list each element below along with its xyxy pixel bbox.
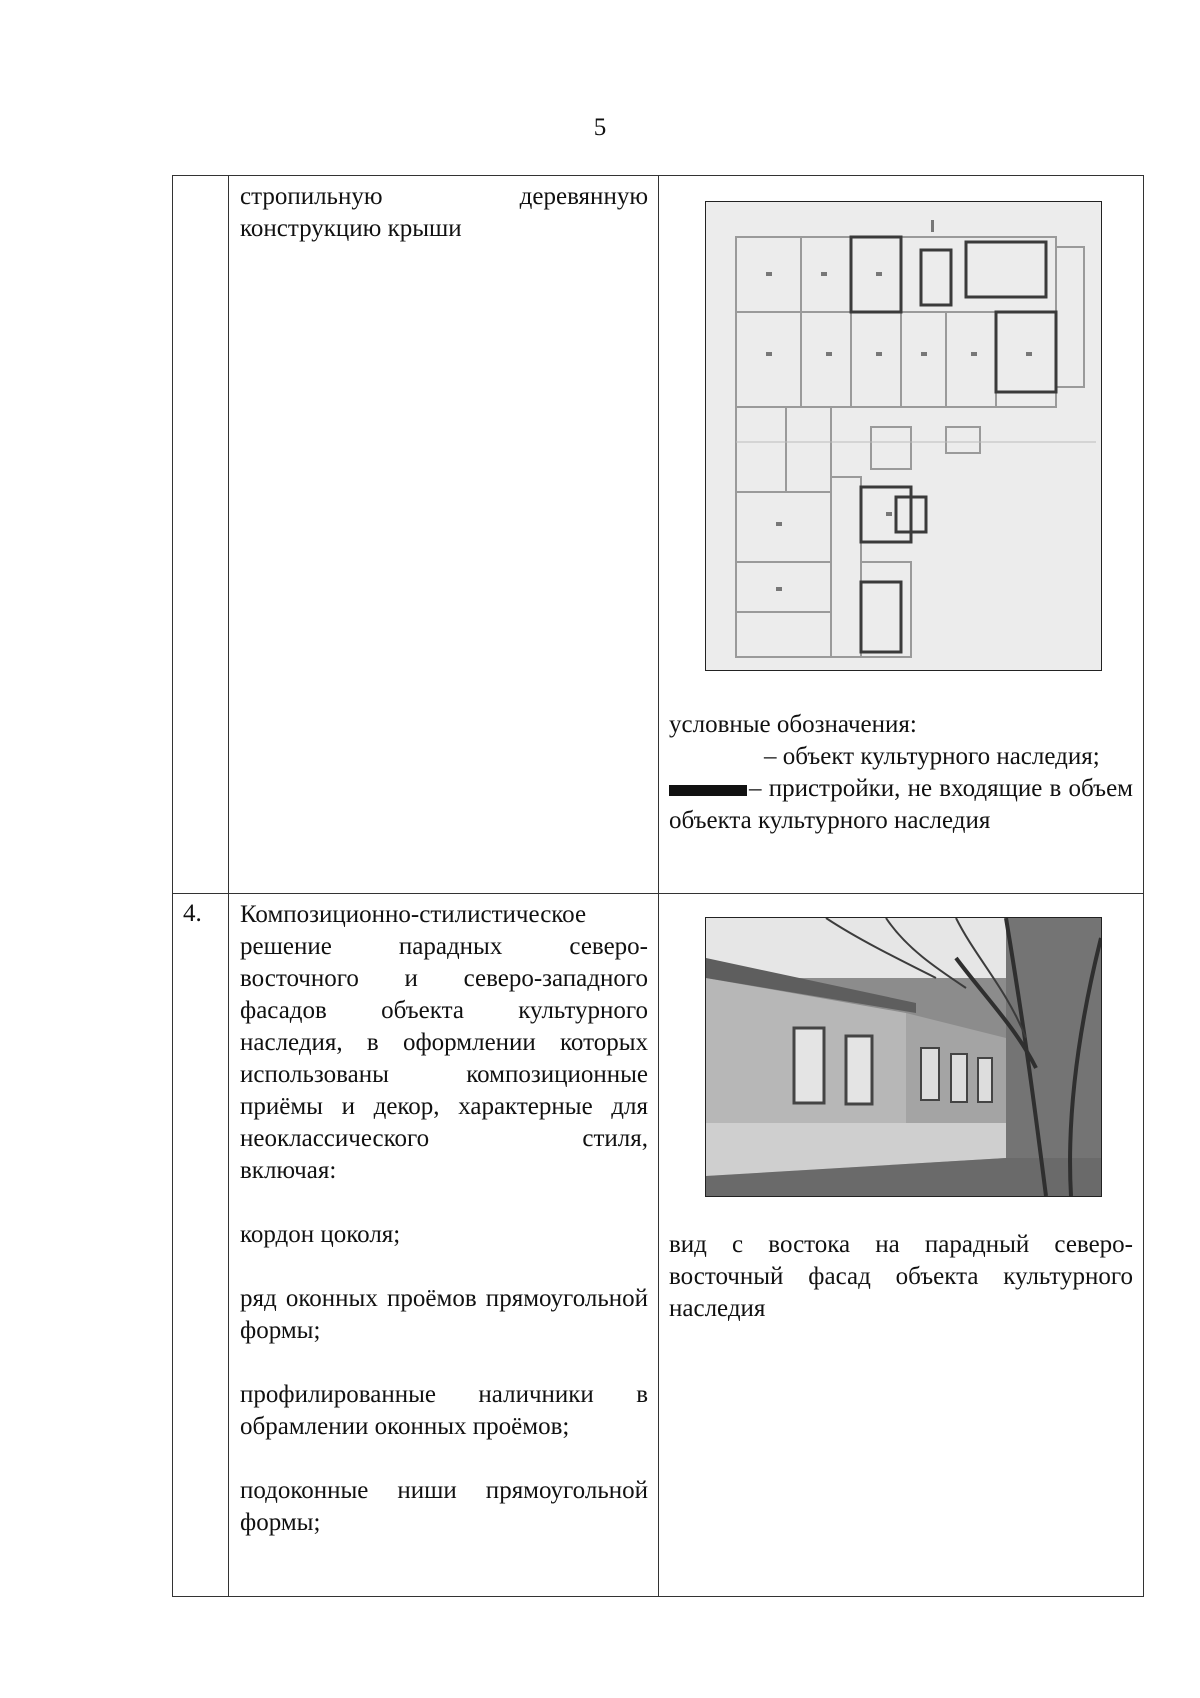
legend-additions-swatch [669, 785, 747, 796]
row-number-cell [173, 176, 229, 894]
description-line: наследия, в оформлении которых [240, 1029, 648, 1056]
illustration-cell [659, 894, 1144, 1597]
description-line: фасадов объекта культурного [240, 997, 648, 1024]
legend-item-text: – объект культурного наследия; [764, 743, 1100, 770]
row-number-cell [173, 894, 229, 1597]
list-item: подоконные ниши прямоугольной формы; [240, 1477, 648, 1536]
description-cell [229, 894, 659, 1597]
description-line: включая: [240, 1157, 337, 1184]
list-item: кордон цоколя; [240, 1221, 401, 1248]
heritage-elements-table [172, 175, 1144, 1597]
description-line: Композиционно-стилистическое [240, 901, 587, 928]
description-line: стропильную деревянную [240, 183, 648, 210]
facade-photo-image [705, 917, 1102, 1197]
table-row [173, 894, 1144, 1597]
description-line: использованы композиционные [240, 1061, 648, 1088]
description-line: решение парадных северо- [240, 933, 648, 960]
description-line: неоклассического стиля, [240, 1125, 648, 1152]
floor-plan-drawing [706, 202, 1101, 670]
facade-photo [706, 918, 1101, 1196]
floor-plan-image [705, 201, 1102, 671]
legend-item-additions [669, 773, 1133, 837]
list-item: профилированные наличники в обрамлении оконных проёмов; [240, 1381, 648, 1440]
table-row [173, 176, 1144, 894]
page-number: 5 [593, 114, 607, 141]
legend-title: условные обозначения: [669, 711, 917, 738]
legend-item-heritage [669, 741, 1133, 773]
description-line: конструкцию крыши [240, 215, 462, 242]
description-line: приёмы и декор, характерные для [240, 1093, 648, 1120]
description-cell [229, 176, 659, 894]
legend-item-text: – пристройки, не входящие в объем объекта культурного наследия [669, 775, 1133, 834]
illustration-cell [659, 176, 1144, 894]
photo-caption: вид с востока на парадный северо-восточный фасад объекта культурного наследия [669, 1231, 1133, 1322]
list-item: ряд оконных проёмов прямоугольной формы; [240, 1285, 648, 1344]
row-number: 4. [183, 900, 202, 927]
description-line: восточного и северо-западного [240, 965, 648, 992]
